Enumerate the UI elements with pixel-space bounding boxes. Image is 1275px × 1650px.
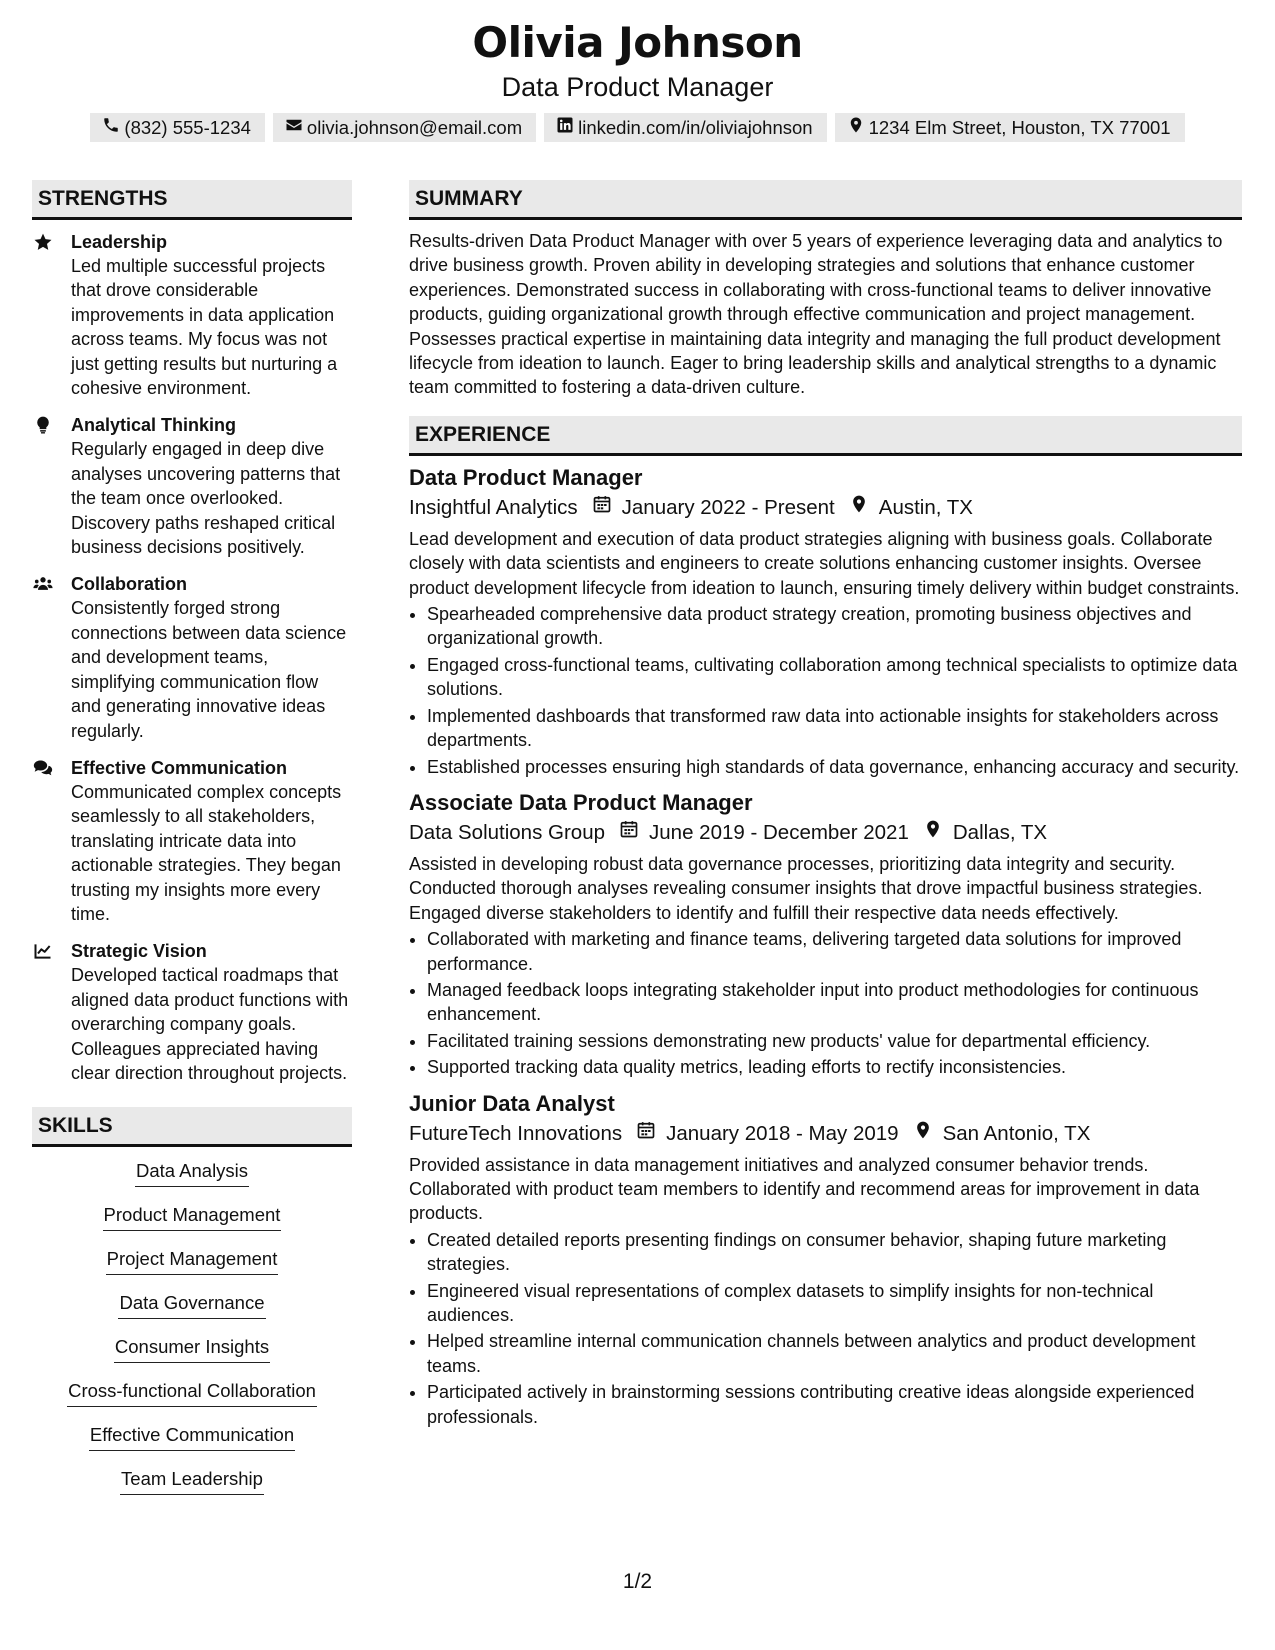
skill-item: Product Management xyxy=(103,1203,282,1231)
map-pin-icon xyxy=(847,116,865,140)
skill-item: Data Analysis xyxy=(135,1159,249,1187)
job-location: San Antonio, TX xyxy=(942,1121,1091,1145)
job-company: Data Solutions Group xyxy=(409,820,606,844)
skill-item: Effective Communication xyxy=(89,1423,295,1451)
job-meta xyxy=(409,819,1242,847)
job-bullets xyxy=(409,1228,1242,1429)
job-bullet: • Engaged cross-functional teams, cultivating collaboration among technical specialists to optimize data solutions. xyxy=(427,653,1242,702)
job-meta xyxy=(409,1120,1242,1148)
job-role: Data Product Manager xyxy=(409,464,643,490)
contact-email[interactable] xyxy=(273,113,536,142)
job-company: Insightful Analytics xyxy=(409,495,578,519)
strength-title: Analytical Thinking xyxy=(71,415,237,436)
strength-item xyxy=(32,230,352,400)
job-bullet: • Facilitated training sessions demonstrating new products' value for departmental efficiency. xyxy=(427,1029,1242,1053)
envelope-icon xyxy=(285,116,303,140)
job-role: Associate Data Product Manager xyxy=(409,789,753,815)
job-bullet: • Helped streamline internal communication channels between analytics and product development teams. xyxy=(427,1329,1242,1378)
skill-item: Consumer Insights xyxy=(114,1335,270,1363)
experience-heading: EXPERIENCE xyxy=(409,416,1242,456)
job-bullet: • Participated actively in brainstorming sessions contributing creative ideas alongside experienced professionals. xyxy=(427,1380,1242,1429)
calendar-icon xyxy=(622,1120,666,1148)
contact-address[interactable] xyxy=(835,113,1185,142)
job-dates: January 2022 - Present xyxy=(621,495,835,519)
chart-line-icon xyxy=(32,941,54,961)
skills-list xyxy=(32,1159,352,1511)
contact-address-text: 1234 Elm Street, Houston, TX 77001 xyxy=(868,116,1171,138)
strength-item xyxy=(32,413,352,559)
contact-linkedin[interactable] xyxy=(544,113,826,142)
contact-linkedin-text: linkedin.com/in/oliviajohnson xyxy=(578,116,813,138)
job-dates: June 2019 - December 2021 xyxy=(649,820,909,844)
job-bullet: • Created detailed reports presenting findings on consumer behavior, shaping future marketing strategies. xyxy=(427,1228,1242,1277)
job-location: Dallas, TX xyxy=(952,820,1048,844)
job-bullet: • Spearheaded comprehensive data product strategy creation, promoting business objectives and organizational growth. xyxy=(427,602,1242,651)
contact-bar xyxy=(0,113,1275,142)
lightbulb-icon xyxy=(32,415,54,435)
strength-item xyxy=(32,756,352,926)
job-bullet: • Collaborated with marketing and finance teams, delivering targeted data solutions for improved performance. xyxy=(427,927,1242,976)
skill-item: Project Management xyxy=(106,1247,279,1275)
strength-title: Strategic Vision xyxy=(71,941,207,962)
job-bullet: • Supported tracking data quality metrics, leading efforts to rectify inconsistencies. xyxy=(427,1055,1242,1079)
skill-item: Data Governance xyxy=(118,1291,265,1319)
job-description: Lead development and execution of data product strategies aligning with business goals. Collaborate closely with data scientists and engineers to create solutions enhancing customer insights. Oversee product development lifecycle from ideation to launch, ensuring timely delivery within budget constraints. xyxy=(409,528,1240,598)
strengths-list xyxy=(32,230,352,1085)
job-entry xyxy=(409,1090,1242,1429)
strength-desc: Consistently forged strong connections between data science and development teams, simplifying communication flow and generating innovative ideas regularly. xyxy=(71,598,347,741)
left-column xyxy=(32,180,352,1511)
job-bullets xyxy=(409,602,1242,779)
job-description: Assisted in developing robust data governance processes, prioritizing data integrity and security. Conducted thorough analyses revealing consumer insights that drove impactful business strategies. Engaged diverse stakeholders to identify and fulfill their respective data needs effectively. xyxy=(409,853,1203,923)
strength-title: Collaboration xyxy=(71,574,187,595)
star-icon xyxy=(32,232,54,252)
map-pin-icon xyxy=(835,494,879,522)
job-bullet: • Managed feedback loops integrating stakeholder input into product methodologies for continuous enhancement. xyxy=(427,978,1242,1027)
strength-item xyxy=(32,572,352,742)
strength-desc: Developed tactical roadmaps that aligned data product functions with overarching company goals. Colleagues appreciated having clear direction throughout projects. xyxy=(71,965,349,1083)
job-role: Junior Data Analyst xyxy=(409,1090,615,1116)
strength-title: Effective Communication xyxy=(71,757,288,778)
users-icon xyxy=(32,574,54,594)
skills-heading: SKILLS xyxy=(32,1107,352,1147)
job-bullet: • Established processes ensuring high standards of data governance, enhancing accuracy and security. xyxy=(427,755,1242,779)
job-meta xyxy=(409,494,1242,522)
map-pin-icon xyxy=(899,1120,943,1148)
candidate-title: Data Product Manager xyxy=(501,72,774,102)
job-entry xyxy=(409,464,1242,779)
linkedin-icon xyxy=(556,116,574,140)
map-pin-icon xyxy=(909,819,953,847)
summary-heading: SUMMARY xyxy=(409,180,1242,220)
job-dates: January 2018 - May 2019 xyxy=(666,1121,899,1145)
right-column xyxy=(409,180,1242,1431)
skill-item: Cross-functional Collaboration xyxy=(67,1379,317,1407)
strength-desc: Led multiple successful projects that drove considerable improvements in data application across teams. My focus was not just getting results but nurturing a cohesive environment. xyxy=(71,256,338,399)
contact-email-text: olivia.johnson@email.com xyxy=(306,116,523,138)
candidate-name: Olivia Johnson xyxy=(472,18,803,67)
job-company: FutureTech Innovations xyxy=(409,1121,623,1145)
job-entry xyxy=(409,789,1242,1080)
contact-phone[interactable] xyxy=(90,113,265,142)
job-bullets xyxy=(409,927,1242,1079)
page-number: 1/2 xyxy=(622,1570,653,1593)
calendar-icon xyxy=(605,819,649,847)
comments-icon xyxy=(32,758,54,778)
job-description: Provided assistance in data management initiatives and analyzed consumer behavior trends. Collaborated with product team members to identify and recommend areas for improvement in data products. xyxy=(409,1154,1200,1224)
strengths-heading: STRENGTHS xyxy=(32,180,352,220)
strength-item xyxy=(32,939,352,1085)
job-bullet: • Implemented dashboards that transformed raw data into actionable insights for stakeholders across departments. xyxy=(427,704,1242,753)
summary-text: Results-driven Data Product Manager with over 5 years of experience leveraging data and analytics to drive business growth. Proven ability in developing strategies and solutions that enhance customer experiences. Demonstrated success in collaborating with cross-functional teams to deliver innovative products, guiding organizational growth through effective communication and project management. Possesses practical expertise in maintaining data integrity and managing the full product development lifecycle from ideation to launch. Eager to bring leadership skills and analytical strengths to a dynamic team committed to fostering a data-driven culture. xyxy=(409,231,1223,398)
skill-item: Team Leadership xyxy=(120,1467,264,1495)
strength-title: Leadership xyxy=(71,232,168,252)
contact-phone-text: (832) 555-1234 xyxy=(124,116,251,138)
calendar-icon xyxy=(578,494,622,522)
job-location: Austin, TX xyxy=(878,495,973,519)
phone-icon xyxy=(102,116,120,140)
strength-desc: Communicated complex concepts seamlessly to all stakeholders, translating intricate data into actionable strategies. They began trusting my insights more every time. xyxy=(71,781,342,924)
job-bullet: • Engineered visual representations of complex datasets to simplify insights for non-technical audiences. xyxy=(427,1279,1242,1328)
strength-desc: Regularly engaged in deep dive analyses uncovering patterns that the team once overlooked. Discovery paths reshaped critical business decisions positively. xyxy=(71,439,341,558)
